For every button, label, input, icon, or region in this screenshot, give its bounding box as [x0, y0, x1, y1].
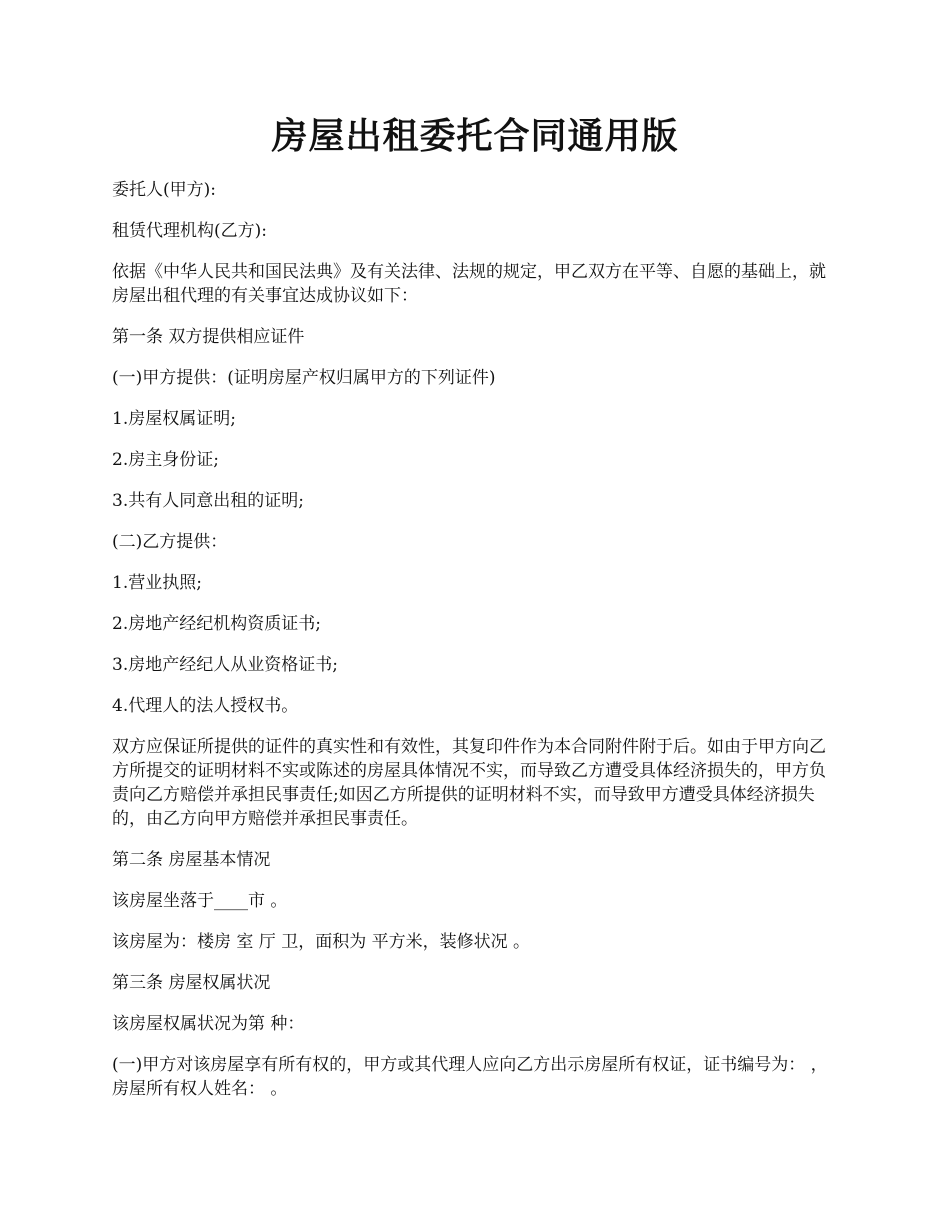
party-a-line: 委托人(甲方):	[112, 180, 216, 200]
party-b-line: 租赁代理机构(乙方):	[112, 221, 267, 241]
article-3-heading: 第三条 房屋权属状况	[112, 973, 271, 993]
document-body	[112, 178, 840, 1118]
article-1-heading: 第一条 双方提供相应证件	[112, 327, 305, 347]
list-item: 1.营业执照;	[112, 573, 202, 593]
preamble-paragraph: 依据《中华人民共和国民法典》及有关法律、法规的规定，甲乙双方在平等、自愿的基础上，就房屋出租代理的有关事宜达成协议如下：	[112, 262, 826, 306]
property-layout-line: 该房屋为：楼房 室 厅 卫，面积为 平方米，装修状况 。	[112, 932, 531, 952]
section-party-a-provides: (一)甲方提供：(证明房屋产权归属甲方的下列证件)	[112, 368, 496, 388]
list-item: 4.代理人的法人授权书。	[112, 696, 299, 716]
list-item: 1.房屋权属证明;	[112, 409, 236, 429]
list-item: 3.房地产经纪人从业资格证书;	[112, 655, 338, 675]
section-party-b-provides: (二)乙方提供：	[112, 532, 228, 552]
list-item: 3.共有人同意出租的证明;	[112, 491, 304, 511]
list-item: 2.房主身份证;	[112, 450, 219, 470]
document-title: 房屋出租委托合同通用版	[271, 115, 679, 157]
ownership-type-line: 该房屋权属状况为第 种：	[112, 1014, 305, 1034]
article-2-heading: 第二条 房屋基本情况	[112, 850, 271, 870]
ownership-clause-paragraph: (一)甲方对该房屋享有所有权的，甲方或其代理人应向乙方出示房屋所有权证，证书编号为： ，房屋所有权人姓名： 。	[112, 1055, 828, 1099]
list-item: 2.房地产经纪机构资质证书;	[112, 614, 321, 634]
property-location-line: 该房屋坐落于____市 。	[112, 891, 288, 911]
authenticity-paragraph: 双方应保证所提供的证件的真实性和有效性，其复印件作为本合同附件附于后。如由于甲方向乙方所提交的证明材料不实或陈述的房屋具体情况不实，而导致乙方遭受具体经济损失的，甲方负责向乙方赔偿并承担民事责任;如因乙方所提供的证明材料不实，而导致甲方遭受具体经济损失的，由乙方向甲方赔偿并承担民事责任。	[112, 737, 826, 829]
